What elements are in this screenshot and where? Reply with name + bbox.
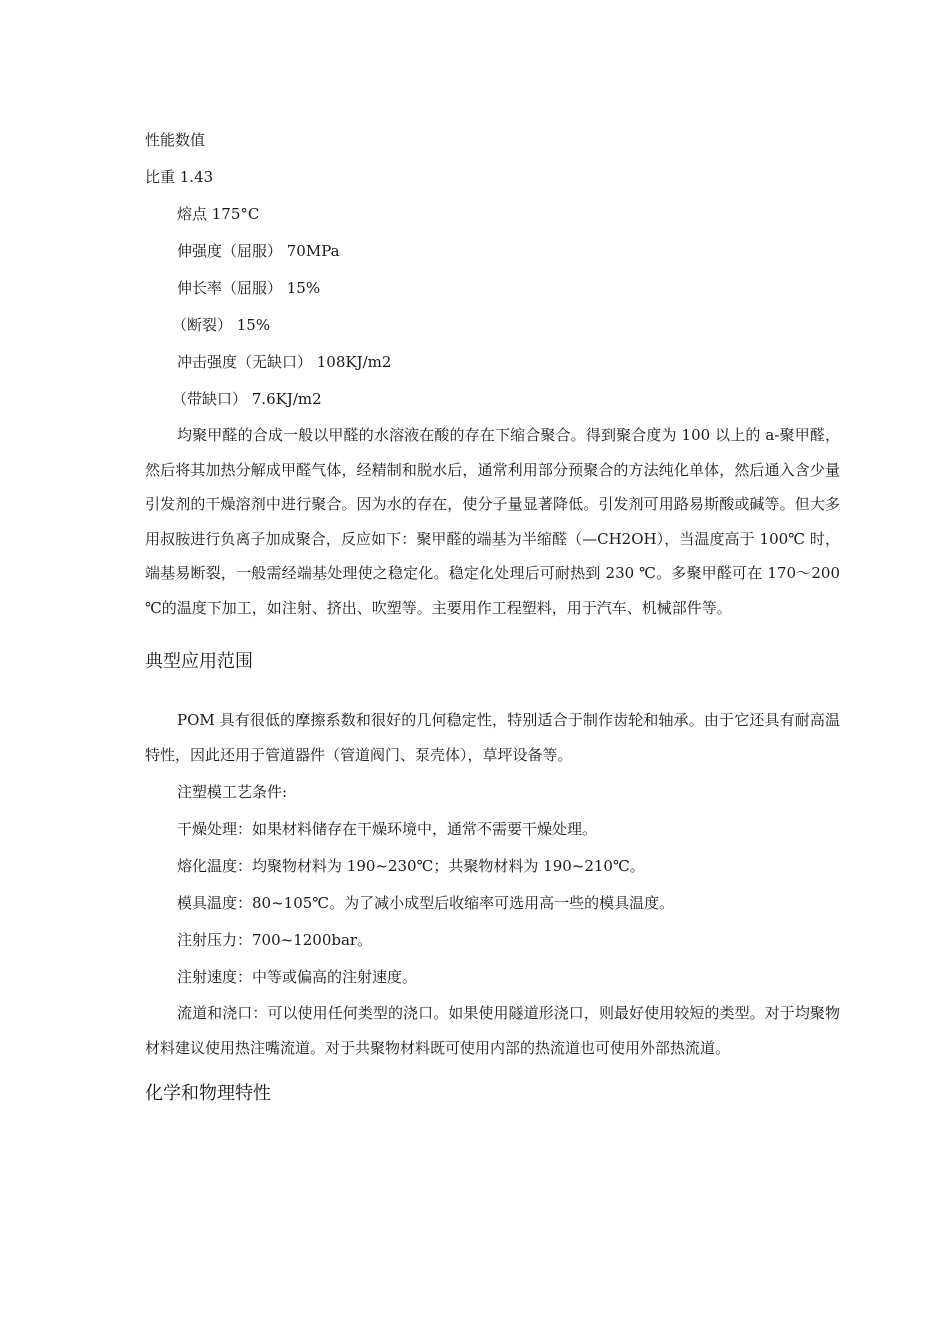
chem-physical-heading: 化学和物理特性	[145, 1083, 271, 1104]
molding-speed: 注射速度：中等或偏高的注射速度。	[177, 968, 418, 986]
molding-mold-temp: 模具温度：80~105℃。为了减小成型后收缩率可选用高一些的模具温度。	[177, 894, 675, 912]
molding-runner-paragraph: 流道和浇口：可以使用任何类型的浇口。如果使用隧道形浇口，则最好使用较短的类型。对于均聚物材料建议使用热注嘴流道。对于共聚物材料既可使用内部的热流道也可使用外部热流道。	[145, 1004, 840, 1057]
properties-title: 性能数值	[145, 131, 206, 149]
property-specific-gravity: 比重 1.43	[145, 168, 214, 186]
property-tensile-strength: 伸强度（屈服） 70MPa	[177, 242, 340, 260]
application-paragraph: POM 具有很低的摩擦系数和很好的几何稳定性，特别适合于制作齿轮和轴承。由于它还具有耐高温特性，因此还用于管道器件（管道阀门、泵壳体），草坪设备等。	[145, 711, 840, 764]
molding-drying: 干燥处理：如果材料储存在干燥环境中，通常不需要干燥处理。	[177, 820, 598, 838]
property-elongation-break: （断裂） 15%	[172, 316, 271, 334]
synthesis-paragraph: 均聚甲醛的合成一般以甲醛的水溶液在酸的存在下缩合聚合。得到聚合度为 100 以上的 a-聚甲醛，然后将其加热分解成甲醛气体，经精制和脱水后，通常利用部分预聚合的方法纯化单体，然后通入含少量引发剂的干燥溶剂中进行聚合。因为水的存在，使分子量显著降低。引发剂可用路易斯酸或碱等。但大多用叔胺进行负离子加成聚合，反应如下：聚甲醛的端基为半缩醛（—CH2OH），当温度高于 100℃ 时，端基易断裂，一般需经端基处理使之稳定化。稳定化处理后可耐热到 230 ℃。多聚甲醛可在 170～200 ℃的温度下加工，如注射、挤出、吹塑等。主要用作工程塑料，用于汽车、机械部件等。	[145, 426, 840, 617]
molding-title: 注塑模工艺条件:	[177, 783, 288, 801]
property-impact-notched: （带缺口） 7.6KJ/m2	[172, 390, 322, 408]
property-melting-point: 熔点 175°C	[177, 205, 260, 223]
molding-melt-temp: 熔化温度：均聚物材料为 190~230℃；共聚物材料为 190~210℃。	[177, 857, 645, 875]
molding-pressure: 注射压力：700~1200bar。	[177, 931, 373, 949]
document-page	[145, 122, 840, 1109]
property-elongation-yield: 伸长率（屈服） 15%	[177, 279, 321, 297]
property-impact-unnotched: 冲击强度（无缺口） 108KJ/m2	[177, 353, 392, 371]
application-heading: 典型应用范围	[145, 651, 253, 672]
